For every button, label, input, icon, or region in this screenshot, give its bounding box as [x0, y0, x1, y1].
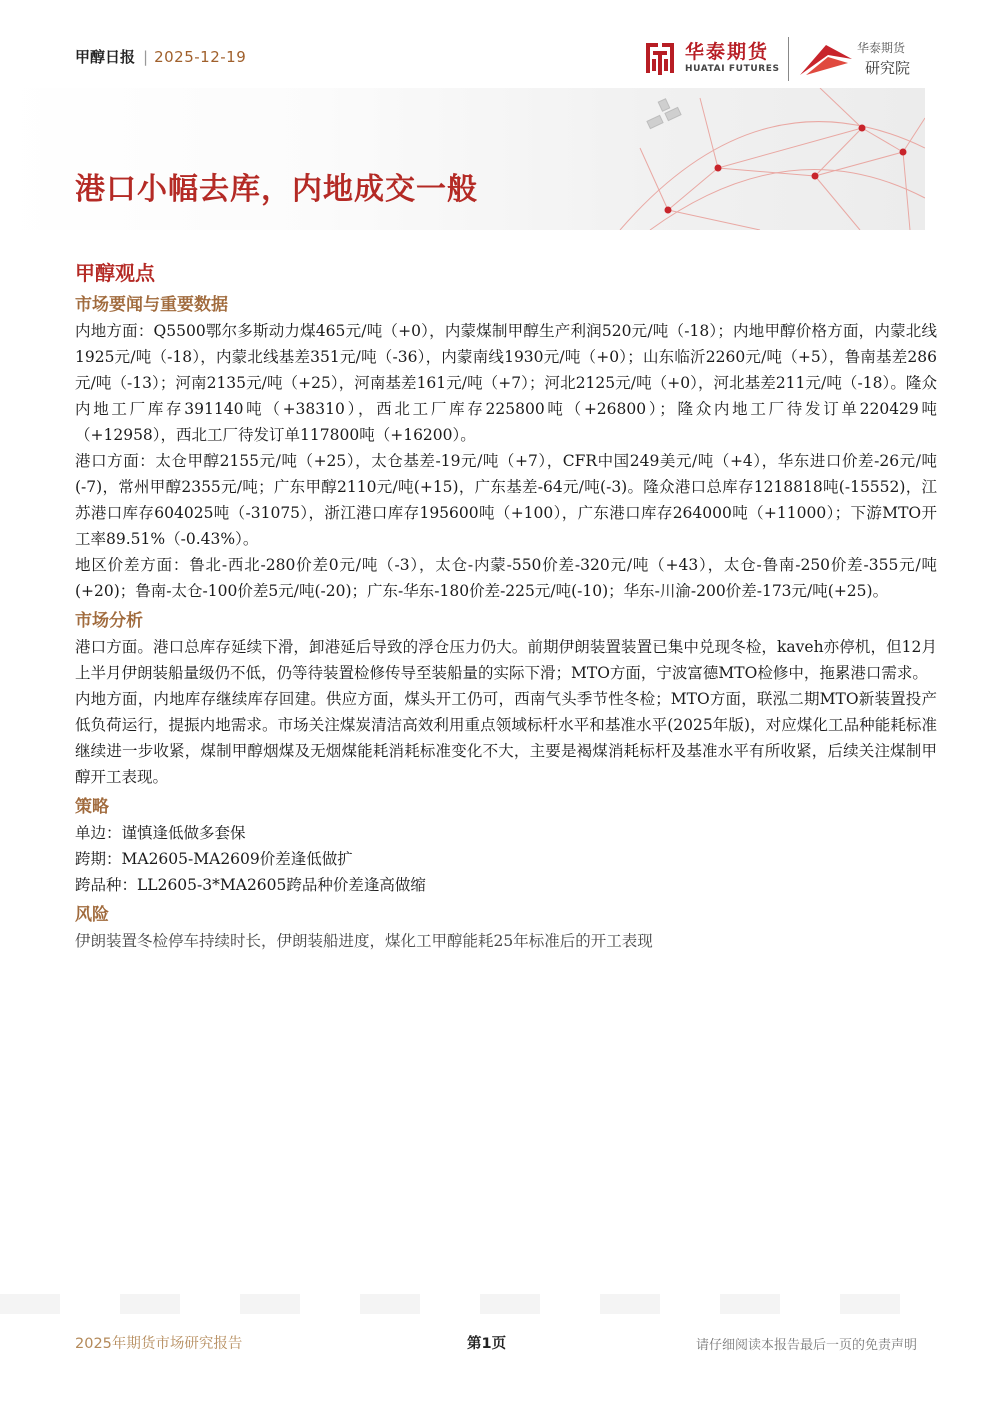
title-banner [0, 88, 925, 230]
institute-logo-icon [798, 39, 854, 79]
paragraph-port: 港口方面：太仓甲醇2155元/吨（+25），太仓基差-19元/吨（+7），CFR中国249美元/吨（+4），华东进口价差-26元/吨(-7)，常州甲醇2355元/吨；广东甲醇2110元/吨(+15)，广东基差-64元/吨(-3)。隆众港口总库存1218818吨(-15552)，江苏港口库存604025吨（-31075），浙江港口库存195600吨（+100），广东港口库存264000吨（+11000）；下游MTO开工率89.51%（-0.43%）。 [75, 452, 937, 548]
company-name-cn: 华泰期货 [685, 41, 770, 63]
paragraph-analysis-inland: 内地方面，内地库存继续库存回建。供应方面，煤头开工仍可，西南气头季节性冬检；MTO方面，联泓二期MTO新装置投产低负荷运行，提振内地需求。市场关注煤炭清洁高效利用重点领域标杆水平和基准水平(2025年版)，对应煤化工品种能耗标准继续进一步收紧，煤制甲醇烟煤及无烟煤能耗消耗标准变化不大，主要是褐煤消耗标杆及基准水平有所收紧，后续关注煤制甲醇开工表现。 [75, 690, 937, 786]
strategy-item-calendar: 跨期：MA2605-MA2609价差逢低做扩 [75, 850, 353, 868]
section-heading-strategy: 策略 [75, 797, 109, 817]
strategy-item-single: 单边：谨慎逢低做多套保 [75, 824, 246, 842]
section-heading-methanol-view: 甲醇观点 [75, 261, 155, 285]
institute-name-line2: 研究院 [865, 59, 911, 77]
strategy-item-cross: 跨品种：LL2605-3*MA2605跨品种价差逢高做缩 [75, 876, 426, 894]
huatai-logo-icon [643, 39, 677, 77]
institute-name-line1: 华泰期货 [857, 41, 906, 55]
footer-watermark [0, 1284, 992, 1324]
satellite-icon [647, 99, 681, 129]
footer-report-label: 2025年期货市场研究报告 [75, 1336, 243, 1352]
paragraph-inland: 内地方面：Q5500鄂尔多斯动力煤465元/吨（+0），内蒙煤制甲醇生产利润520元/吨（-18）；内地甲醇价格方面，内蒙北线1925元/吨（-18），内蒙北线基差351元/吨（-36），内蒙南线1930元/吨（+0）；山东临沂2260元/吨（+5），鲁南基差286元/吨（-13）；河南2135元/吨（+25），河南基差161元/吨（+7）；河北2125元/吨（+0），河北基差211元/吨（-18）。隆众内地工厂库存391140吨（+38310），西北工厂库存225800吨（+26800）；隆众内地工厂待发订单220429吨（+12958），西北工厂待发订单117800吨（+16200）。 [75, 322, 937, 444]
logo-divider [788, 37, 789, 81]
report-title: 港口小幅去库，内地成交一般 [75, 172, 478, 207]
footer-disclaimer: 请仔细阅读本报告最后一页的免责声明 [695, 1338, 917, 1353]
report-body [75, 258, 937, 954]
header-separator: | [143, 48, 149, 66]
report-date: 2025-12-19 [154, 48, 247, 66]
report-name: 甲醇日报 [75, 48, 136, 66]
paragraph-regional-spread: 地区价差方面：鲁北-西北-280价差0元/吨（-3），太仓-内蒙-550价差-320元/吨（+43），太仓-鲁南-250价差-355元/吨(+20)；鲁南-太仓-100价差5元/吨(-20)；广东-华东-180价差-225元/吨(-10)；华东-川渝-200价差-173元/吨(+25)。 [75, 556, 937, 600]
report-header [75, 46, 246, 67]
page-footer [75, 1332, 917, 1356]
page-number: 第1页 [467, 1336, 507, 1352]
network-decoration [0, 88, 925, 230]
paragraph-analysis-port: 港口方面。港口总库存延续下滑，卸港延后导致的浮仓压力仍大。前期伊朗装置装置已集中兑现冬检，kaveh亦停机，但12月上半月伊朗装船量级仍不低，仍等待装置检修传导至装船量的实际下滑；MTO方面，宁波富德MTO检修中，拖累港口需求。 [75, 638, 937, 682]
section-heading-risk: 风险 [75, 905, 109, 925]
risk-text: 伊朗装置冬检停车持续时长，伊朗装船进度，煤化工甲醇能耗25年标准后的开工表现 [75, 932, 653, 950]
section-heading-market-news: 市场要闻与重要数据 [75, 295, 228, 315]
company-name-en: HUATAI FUTURES [685, 64, 780, 74]
company-logo [643, 37, 923, 83]
section-heading-market-analysis: 市场分析 [75, 611, 143, 631]
